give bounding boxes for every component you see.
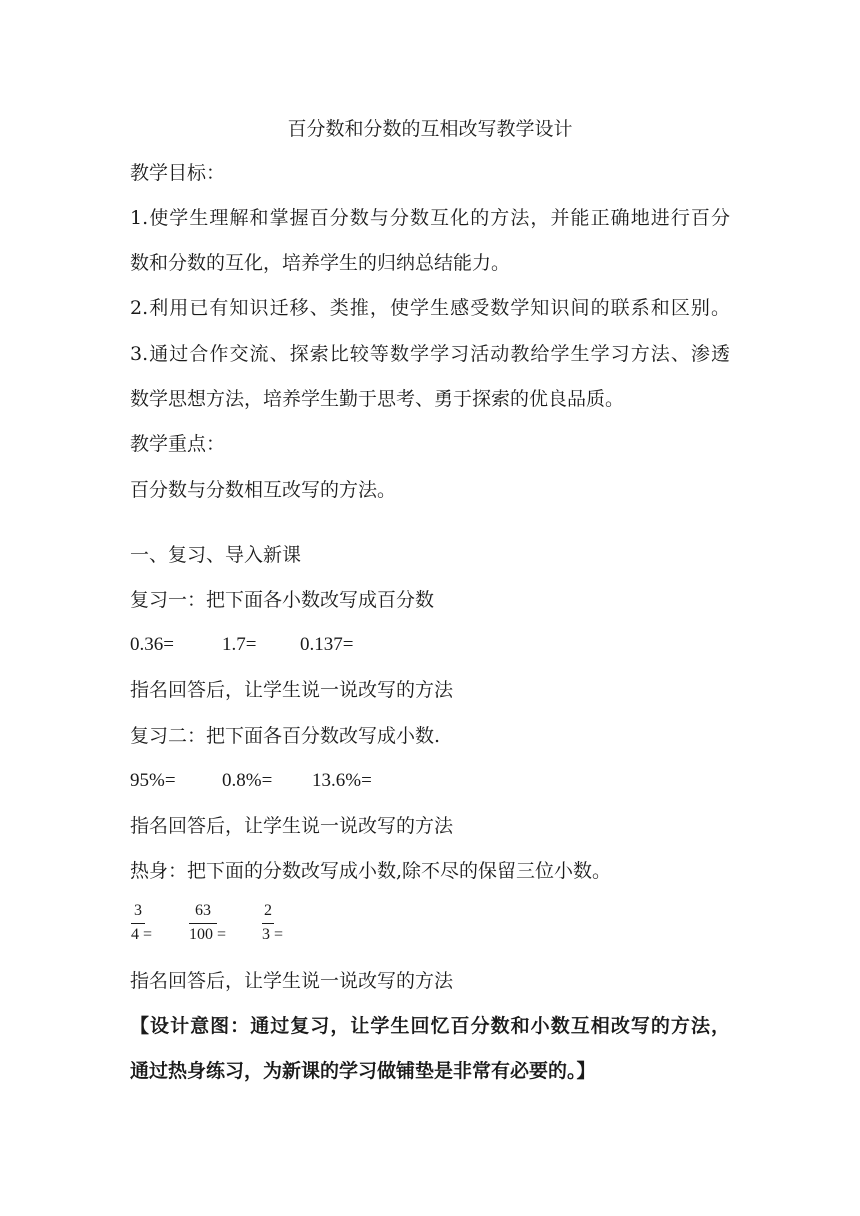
expression: 1.7= [222, 634, 257, 655]
expression: 0.8%= [222, 770, 273, 791]
expression: 13.6%= [312, 770, 372, 791]
review-2: 复习二：把下面各百分数改写成小数. [130, 725, 441, 747]
instruction-1: 指名回答后，让学生说一说改写的方法 [130, 679, 454, 701]
goal-3-line-1: 3.通过合作交流、探索比较等数学学习活动教给学生学习方法、渗透 [130, 343, 730, 365]
key-heading: 教学重点： [130, 433, 226, 455]
fraction-denominator: 4 = [131, 926, 153, 943]
design-intent-line-1: 【设计意图：通过复习，让学生回忆百分数和小数互相改写的方法， [130, 1015, 730, 1037]
instruction-2: 指名回答后，让学生说一说改写的方法 [130, 815, 454, 837]
goal-2: 2.利用已有知识迁移、类推，使学生感受数学知识间的联系和区别。 [130, 297, 730, 319]
review-1: 复习一：把下面各小数改写成百分数 [130, 589, 435, 611]
fraction-numerator: 63 [195, 902, 211, 919]
goals-heading: 教学目标： [130, 162, 226, 184]
fraction-bar [189, 923, 217, 924]
goal-3-line-2: 数学思想方法，培养学生勤于思考、勇于探索的优良品质。 [130, 388, 625, 410]
goal-1-line-1: 1.使学生理解和掌握百分数与分数互化的方法，并能正确地进行百分 [130, 207, 730, 229]
warmup: 热身：把下面的分数改写成小数,除不尽的保留三位小数。 [130, 860, 612, 882]
expression: 0.36= [130, 634, 174, 655]
design-intent-line-2: 通过热身练习，为新课的学习做铺垫是非常有必要的。】 [130, 1060, 596, 1082]
fraction-numerator: 2 [264, 902, 272, 919]
key-point: 百分数与分数相互改写的方法。 [130, 479, 397, 501]
review-2-expressions [130, 768, 372, 794]
fraction-bar [262, 923, 274, 924]
page-title: 百分数和分数的互相改写教学设计 [287, 118, 573, 140]
fraction-denominator: 3 = [262, 926, 284, 943]
fraction-numerator: 3 [134, 902, 142, 919]
fraction-bar [131, 923, 145, 924]
goal-1-line-2: 数和分数的互化，培养学生的归纳总结能力。 [130, 252, 511, 274]
review-1-expressions [130, 632, 353, 658]
instruction-3: 指名回答后，让学生说一说改写的方法 [130, 970, 454, 992]
expression: 0.137= [300, 634, 354, 655]
expression: 95%= [130, 770, 176, 791]
fraction-denominator: 100 = [189, 926, 227, 943]
section-heading: 一、复习、导入新课 [130, 544, 302, 566]
